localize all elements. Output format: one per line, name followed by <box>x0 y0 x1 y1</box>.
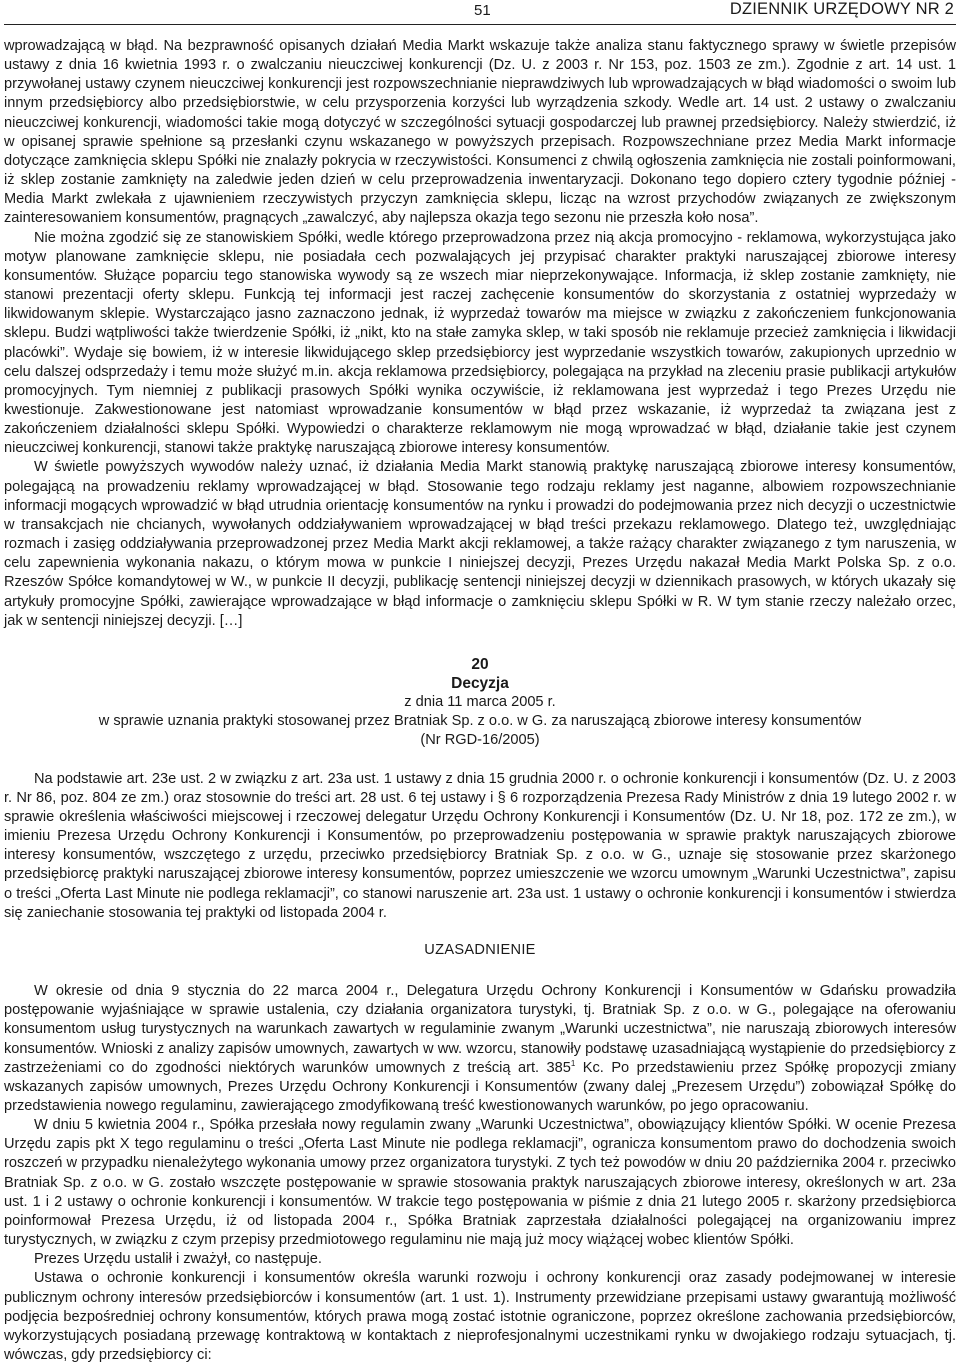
superscript: 1 <box>570 1058 576 1068</box>
decision-header <box>4 655 956 751</box>
paragraph: Nie można zgodzić się ze stanowiskiem Spółki, wedle którego przeprowadzona przez nią akcja promocyjno - reklamowa, wykorzystująca jako motyw planowane zamknięcie sklepu, nie posiadała cech pozwalających jej przypisać charakter praktyki naruszającej zbiorowe interesy konsumentów. Służące poparciu tego stanowiska wywody są ze wszech miar nieprzekonywające. Informacja, iż sklep zostanie zamknięty, nie stanowi prezentacji oferty sklepu. Funkcją tej informacji jest raczej zachęcenie konsumentów do skorzystania z ostatniej wyprzedaży w likwidowanym sklepie. Wystarczająco jasno zaznaczono jednak, iż wyprzedaż towarów ma miejsce w związku z zakończeniem funkcjonowania sklepu. Budzi wątpliwości także twierdzenie Spółki, iż „nikt, kto na stałe zamyka sklep, w taki sposób nie reklamuje przecież zamknięcia i likwidacji placówki”. Wydaje się bowiem, iż w interesie likwidującego sklep przedsiębiorcy jest wyprzedanie wszystkich towarów, zakupionych uprzednio w celu dalszej odsprzedaży i temu może służyć m.in. akcja reklamowa przedsiębiorcy, polegająca na przykład na zleceniu prasie publikacji artykułów promocyjnych. Tym niemniej z publikacji prasowych Spółki wynika oczywiście, iż reklamowana jest wyprzedaż i tego Prezes Urzędu nie kwestionuje. Zakwestionowane jest natomiast wprowadzanie konsumentów w błąd przez wskazanie, iż wyprzedaż ta związana jest z zakończeniem działalności sklepu Spółki. Wypowiedzi o charakterze reklamowym nie mogą wprowadzać w błąd, działanie takie jest czynem nieuczciwej konkurencji, stanowi także praktykę naruszającą zbiorowe interesy konsumentów. <box>4 229 956 457</box>
decision-number: 20 <box>471 655 489 673</box>
paragraph: W świetle powyższych wywodów należy uznać, iż działania Media Markt stanowią praktykę naruszającą zbiorowe interesy konsumentów, polegającą na prowadzeniu reklamy wprowadzającej w błąd. Stosowanie tego rodzaju reklamy jest naganne, albowiem rozpowszechnianie informacji mogących wprowadzić w błąd utrudnia orientację konsumentów na rynku i prowadzi do podejmowania przez nich decyzji o uczestnictwie w transakcjach nie chcianych, wywołanych oddziaływaniem wprowadzającej w błąd treści przekazu reklamowego. Dlatego też, uwzględniając rozmach i zasięg oddziaływania przeprowadzonej przez Media Markt akcji reklamowej, a także rażący charakter związanego z tym naruszenia, w celu zapewnienia wykonania nakazu, o którym mowa w punkcie I niniejszej decyzji, Prezes Urzędu nakazał Media Markt Polska Sp. z o.o. Rzeszów Spółce komandytowej w W., w punkcie II decyzji, publikację sentencji niniejszej decyzji w dziennikach prasowych, w których ukazały się artykuły promocyjne Spółki, zawierające wprowadzające w błąd informacje o zamknięciu sklepu Spółki w R. W tym stanie rzeczy należało orzec, jak w sentencji niniejszej decyzji. […] <box>4 459 956 629</box>
page-number: 51 <box>474 2 491 19</box>
legal-basis-paragraph: Na podstawie art. 23e ust. 2 w związku z art. 23a ust. 1 ustawy z dnia 15 grudnia 2000 r. o ochronie konkurencji i konsumentów (Dz. U. z 2003 r. Nr 86, poz. 804 ze zm.) oraz stosownie do treści art. 28 ust. 6 tej ustawy i § 6 rozporządzenia Prezesa Rady Ministrów z dnia 19 lutego 2002 r. w sprawie określenia właściwości miejscowej i rzeczowej delegatur Urzędu Ochrony Konkurencji i Konsumentów (Dz. U. Nr 18, poz. 172 ze zm.), w imieniu Prezesa Urzędu Ochrony Konkurencji i Konsumentów, po przeprowadzeniu postępowania w sprawie praktyk naruszających zbiorowe interesy konsumentów, wszczętego z urzędu, przeciwko przedsiębiorcy Bratniak Sp. z o.o. w G., uznaje się stosowanie przez skarżonego przedsiębiorcę praktyki naruszającej zbiorowe interesy konsumentów, poprzez umieszczenie we wzorcu umownym „Warunki Uczestnictwa”, zapisu o treści „Oferta Last Minute nie podlega reklamacji”, co stanowi naruszenie art. 23a ust. 1 ustawy o ochronie konkurencji i konsumentów i stwierdza się zaniechanie stosowania tej praktyki od listopada 2004 r. <box>4 770 956 921</box>
paragraph: W dniu 5 kwietnia 2004 r., Spółka przesłała nowy regulamin zwany „Warunki Uczestnictwa”, obowiązujący klientów Spółki. W ocenie Prezesa Urzędu zapis pkt X tego regulaminu o treści „Oferta Last Minute nie podlega reklamacji”, ogranicza konsumentom prawo do dochodzenia swoich roszczeń w przypadku nienależytego wykonania umowy przez organizatora turystyki. Z tych też powodów w dniu 20 października 2004 r. przeciwko Bratniak Sp. z o.o. w G. zostało wszczęte postępowanie w sprawie stosowania praktyk naruszających zbiorowe interesy, określonych w art. 23a ust. 1 i 2 ustawy o ochronie konkurencji i konsumentów. W trakcie tego postępowania w piśmie z dnia 21 lutego 2005 r. skarżony przedsiębiorca poinformował Prezesa Urzędu, iż od listopada 2004 r., Spółka Bratniak zaprzestała działalności polegającej na organizowaniu imprez turystycznych, w związku z czym przepisy przedmiotowego regulaminu nie mają już mocy wiążącej wobec klientów Spółki. <box>4 1117 956 1249</box>
decision-heading: Decyzja <box>451 675 509 692</box>
paragraph: W okresie od dnia 9 stycznia do 22 marca 2004 r., Delegatura Urzędu Ochrony Konkurencji i Konsumentów w Gdańsku prowadziła postępowanie wyjaśniające w sprawie ustalenia, czy działania organizatora turystyki, tj. Bratniak Sp. z o.o. w G., polegające na oferowaniu konsumentom usług turystycznych na warunkach zawartych w regulaminie zwanym „Warunki uczestnictwa”, nie naruszają zbiorowych interesów konsumentów. Wnioski z analizy zapisów umownych, zawartych w ww. wzorcu, stanowiły podstawę uzasadniającą wystąpienie do przedsiębiorcy z zastrzeżeniami co do zgodności niektórych warunków umownych z treścią art. $385^1$ Kc. Po przedstawieniu przez Spółkę propozycji zmiany wskazanych zapisów umownych, Prezes Urzędu Ochrony Konkurencji i Konsumentów (zwany dalej „Prezesem Urzędu”) zobowiązał Spółkę do przedstawienia nowego regulaminu, zawierającego zmodyfikowaną treść kwestionowanych warunków, po jego opracowaniu. <box>4 983 956 1114</box>
journal-title: DZIENNIK URZĘDOWY NR 2 <box>729 0 954 18</box>
paragraph: Prezes Urzędu ustalił i zważył, co następuje. <box>34 1251 322 1268</box>
paragraph: Ustawa o ochronie konkurencji i konsumentów określa warunki rozwoju i ochrony konkurencji oraz zasady podejmowanej w interesie publicznym ochrony interesów przedsiębiorców i konsumentów (art. 1 ust. 1). Instrumenty przewidziane przepisami ustawy gwarantują możliwość podjęcia bezpośredniej ochrony konsumentów, których prawa mogą zostać istotnie ograniczone, poprzez określone zachowania przedsiębiorców, wykorzystujących posiadaną przewagę kontraktową w kontaktach z nieprofesjonalnymi uczestnikami rynku w dwojakiego rodzaju sytuacjach, tj. wówczas, gdy przedsiębiorcy ci: <box>4 1270 956 1363</box>
section-heading: UZASADNIENIE <box>424 941 536 958</box>
decision-reference: (Nr RGD-16/2005) <box>420 732 540 749</box>
paragraph: wprowadzającą w błąd. Na bezprawność opisanych działań Media Markt wskazuje także analiza stanu faktycznego sprawy w świetle przepisów ustawy z dnia 16 kwietnia 1993 r. o zwalczaniu nieuczciwej konkurencji (Dz. U. z 2003 r. Nr 153, poz. 1503 ze zm.). Zgodnie z art. 14 ust. 1 przywołanej ustawy czynem nieuczciwej konkurencji jest rozpowszechnianie nieprawdziwych lub wprowadzających w błąd wiadomości o swoim lub innym przedsiębiorcy albo przedsiębiorstwie, w celu przysporzenia korzyści lub wyrządzenia szkody. Wedle art. 14 ust. 2 ustawy o zwalczaniu nieuczciwej konkurencji, wiadomości takie mogą dotyczyć w szczególności sytuacji gospodarczej lub prawnej przedsiębiorcy. Należy stwierdzić, iż w opisanej sprawie spełnione są przesłanki czynu wskazanego w powyższych przepisach. Rozpowszechniane przez Media Markt informacje dotyczące zamknięcia sklepu Spółki nie znalazły pokrycia w rzeczywistości. Konsumenci z chwilą ogłoszenia zamknięcia nie zostali poinformowani, iż sklep zostanie zamknięty na zaledwie jeden dzień w celu przeprowadzenia inwentaryzacji. Dokonano tego dopiero cztery tygodnie później - Media Markt zwlekała z ujawnieniem rzeczywistych przyczyn zamknięcia sklepu, licząc na wzrost przychodów związanych ze zwiększonym zainteresowaniem konsumentów, pragnących „zawalczyć, aby najlepsza okazja tego sezonu nie przeszła koło nosa”. <box>4 38 956 227</box>
decision-subject: w sprawie uznania praktyki stosowanej przez Bratniak Sp. z o.o. w G. za naruszającą zbiorowe interesy konsumentów <box>98 713 862 730</box>
decision-date: z dnia 11 marca 2005 r. <box>404 694 556 711</box>
document-body <box>4 37 956 1365</box>
header-rule <box>4 24 956 25</box>
page-header <box>0 0 960 28</box>
